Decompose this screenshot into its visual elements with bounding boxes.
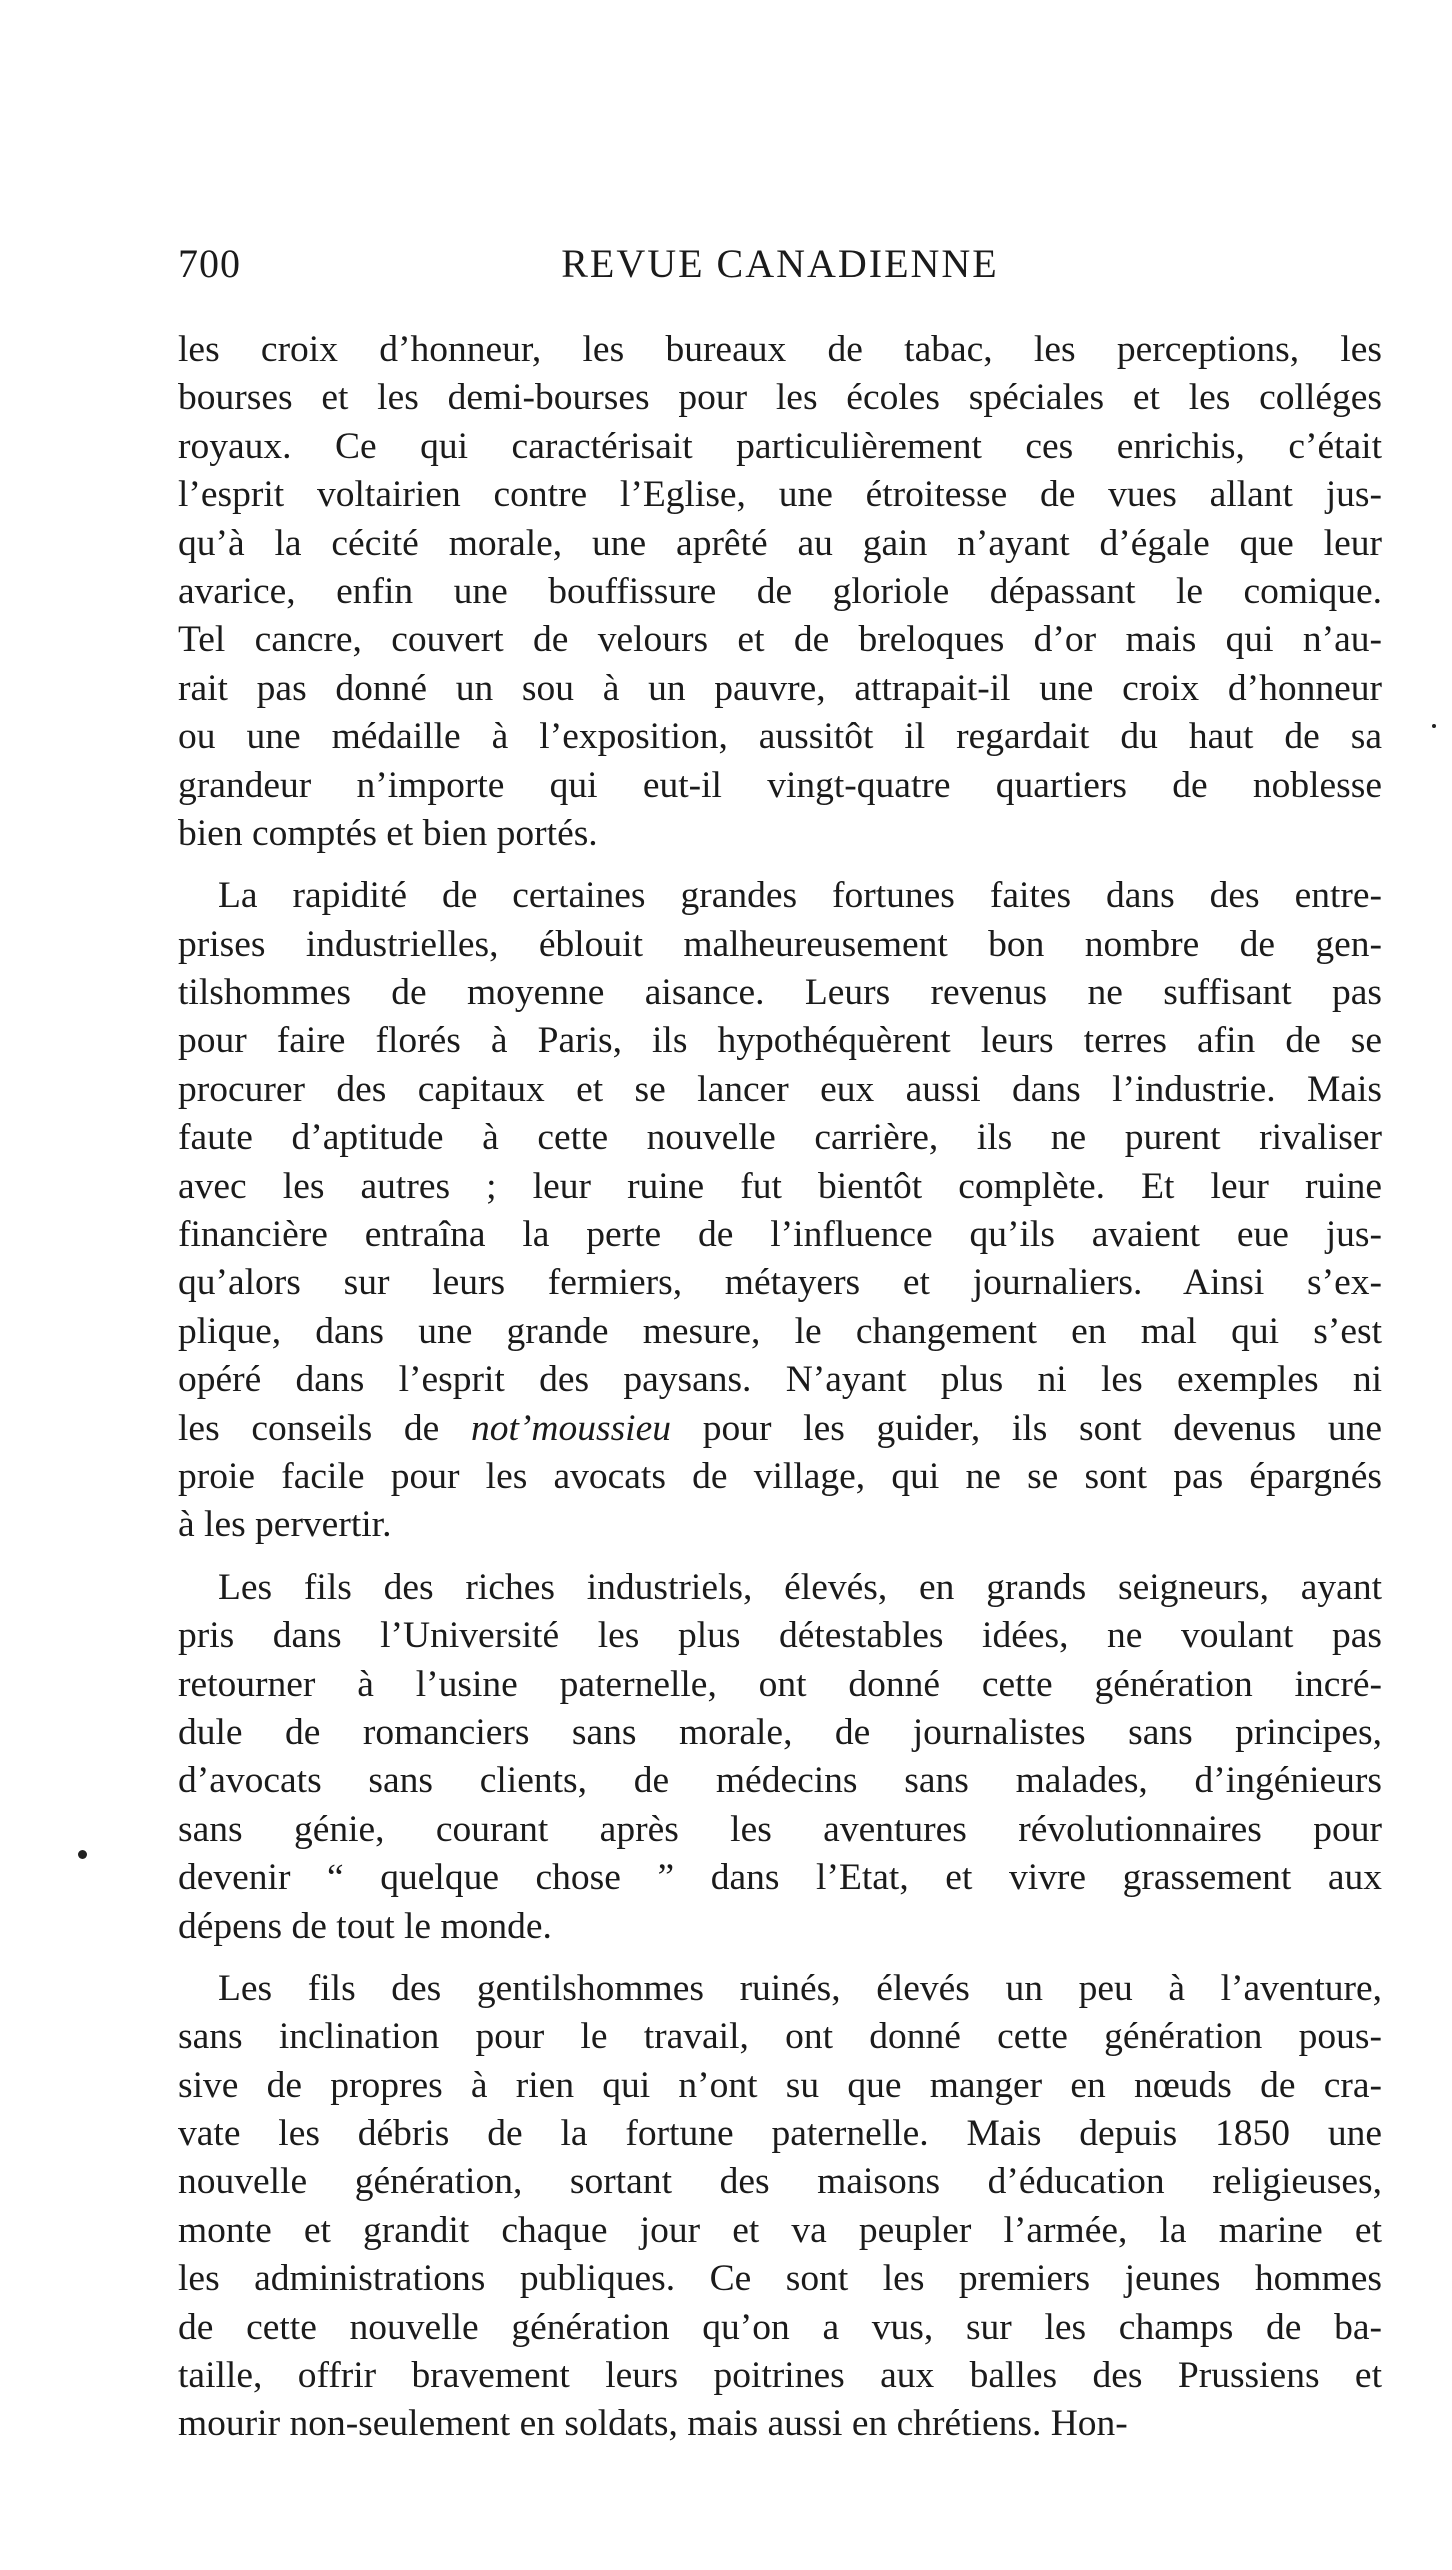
running-title: REVUE CANADIENNE — [561, 241, 999, 286]
text-line: rait pas donné un sou à un pauvre, attrapait-il une croix d’honneur — [178, 667, 1382, 709]
text-line: bien comptés et bien portés. — [178, 812, 598, 854]
paragraph — [178, 1965, 1382, 2449]
text-line: taille, offrir bravement leurs poitrines aux balles des Prussiens et — [178, 2355, 1382, 2397]
text-line: qu’alors sur leurs fermiers, métayers et journaliers. Ainsi s’ex- — [178, 1262, 1382, 1304]
text-line: plique, dans une grande mesure, le changement en mal qui s’est — [178, 1310, 1382, 1352]
text-line: procurer des capitaux et se lancer eux aussi dans l’industrie. Mais — [178, 1068, 1382, 1110]
text-line: monte et grandit chaque jour et va peupler l’armée, la marine et — [178, 2209, 1382, 2251]
body-text — [178, 326, 1382, 2449]
text-line: ou une médaille à l’exposition, aussitôt il regardait du haut de sa — [178, 716, 1382, 758]
text-line: bourses et les demi-bourses pour les écoles spéciales et les colléges — [178, 377, 1382, 419]
text-line: faute d’aptitude à cette nouvelle carrière, ils ne purent rivaliser — [178, 1117, 1382, 1159]
text-line: proie facile pour les avocats de village, qui ne se sont pas épargnés — [178, 1455, 1382, 1497]
text-line: La rapidité de certaines grandes fortunes faites dans des entre- — [218, 875, 1382, 917]
text-line: tilshommes de moyenne aisance. Leurs revenus ne suffisant pas — [178, 972, 1382, 1014]
text-segment: pour les guider, ils sont devenus une — [671, 1407, 1382, 1449]
paragraph — [178, 872, 1382, 1549]
text-line: Les fils des gentilshommes ruinés, élevés un peu à l’aventure, — [218, 1967, 1382, 2009]
page-number: 700 — [178, 241, 241, 286]
paragraph — [178, 326, 1382, 858]
text-line: avarice, enfin une bouffissure de gloriole dépassant le comique. — [178, 570, 1382, 612]
text-line — [178, 1405, 1382, 1453]
text-line: financière entraîna la perte de l’influence qu’ils avaient eue jus- — [178, 1214, 1382, 1256]
text-line: retourner à l’usine paternelle, ont donné cette génération incré- — [178, 1663, 1382, 1705]
text-line: sans inclination pour le travail, ont donné cette génération pous- — [178, 2016, 1382, 2058]
text-line: les administrations publiques. Ce sont les premiers jeunes hommes — [178, 2258, 1382, 2300]
text-line: devenir “ quelque chose ” dans l’Etat, et vivre grassement aux — [178, 1857, 1382, 1899]
text-line: dépens de tout le monde. — [178, 1905, 552, 1947]
text-line: Tel cancre, couvert de velours et de breloques d’or mais qui n’au- — [178, 619, 1382, 661]
text-line: d’avocats sans clients, de médecins sans malades, d’ingénieurs — [178, 1760, 1382, 1802]
text-line: avec les autres ; leur ruine fut bientôt complète. Et leur ruine — [178, 1165, 1382, 1207]
text-line: l’esprit voltairien contre l’Eglise, une étroitesse de vues allant jus- — [178, 474, 1382, 516]
paragraph — [178, 1564, 1382, 1951]
running-header — [178, 240, 1382, 300]
text-line: mourir non-seulement en soldats, mais aussi en chrétiens. Hon- — [178, 2403, 1128, 2445]
text-line: de cette nouvelle génération qu’on a vus, sur les champs de ba- — [178, 2306, 1382, 2348]
text-line: sans génie, courant après les aventures révolutionnaires pour — [178, 1808, 1382, 1850]
text-line: royaux. Ce qui caractérisait particulièrement ces enrichis, c’était — [178, 425, 1382, 467]
text-line: dule de romanciers sans morale, de journalistes sans principes, — [178, 1711, 1382, 1753]
book-page — [178, 240, 1382, 2463]
text-line: nouvelle génération, sortant des maisons d’éducation religieuses, — [178, 2161, 1382, 2203]
text-line: Les fils des riches industriels, élevés, en grands seigneurs, ayant — [218, 1566, 1382, 1608]
text-line: prises industrielles, éblouit malheureusement bon nombre de gen- — [178, 923, 1382, 965]
text-line: sive de propres à rien qui n’ont su que manger en nœuds de cra- — [178, 2064, 1382, 2106]
text-line: grandeur n’importe qui eut-il vingt-quatre quartiers de noblesse — [178, 764, 1382, 806]
text-line: opéré dans l’esprit des paysans. N’ayant plus ni les exemples ni — [178, 1359, 1382, 1401]
text-line: à les pervertir. — [178, 1504, 392, 1546]
text-line: qu’à la cécité morale, une aprêté au gain n’ayant d’égale que leur — [178, 522, 1382, 564]
text-line: pour faire florés à Paris, ils hypothéquèrent leurs terres afin de se — [178, 1020, 1382, 1062]
text-line: pris dans l’Université les plus détestables idées, ne voulant pas — [178, 1615, 1382, 1657]
text-line: vate les débris de la fortune paternelle. Mais depuis 1850 une — [178, 2113, 1382, 2155]
italic-phrase: not’moussieu — [471, 1407, 671, 1449]
text-line: les croix d’honneur, les bureaux de tabac, les perceptions, les — [178, 329, 1382, 370]
print-speck — [78, 1850, 87, 1859]
text-segment: les conseils de — [178, 1407, 471, 1449]
print-speck — [1432, 724, 1436, 728]
